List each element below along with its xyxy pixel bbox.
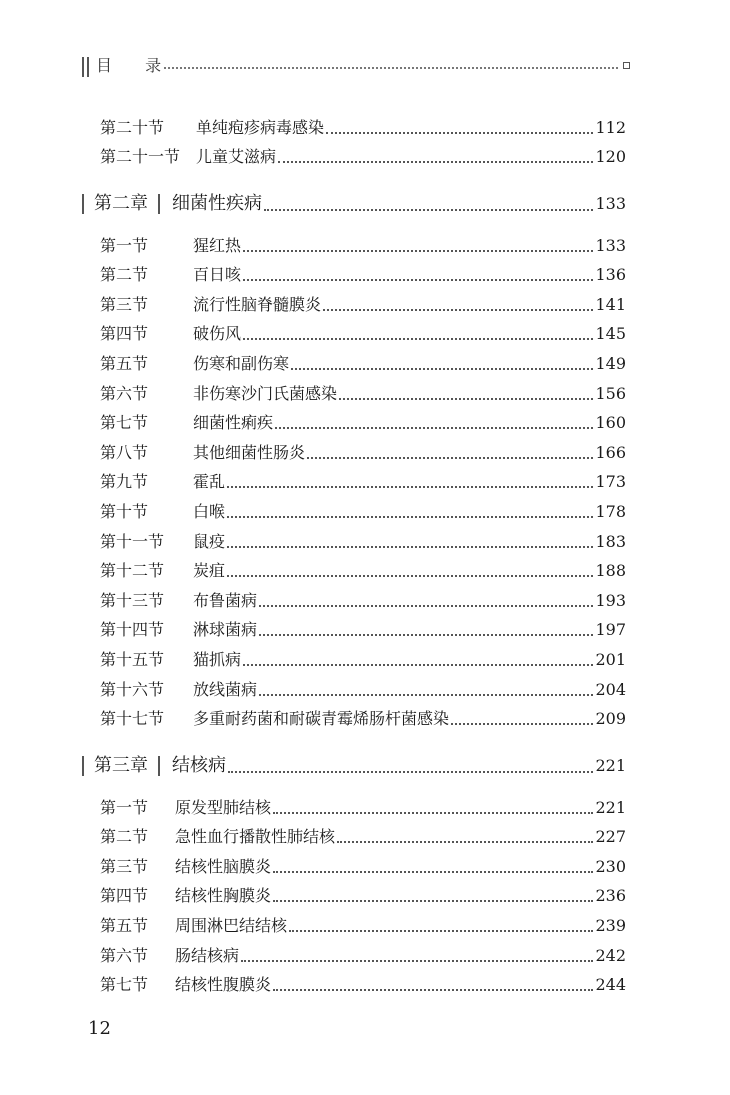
section-title: 放线菌病 [193, 679, 258, 699]
running-header [82, 55, 630, 79]
section-title: 流行性脑脊髓膜炎 [193, 294, 322, 314]
section-number: 第一节 [100, 797, 149, 817]
section-page: 156 [595, 383, 626, 403]
section-page: 204 [595, 679, 626, 699]
section-number: 第二十节 [100, 117, 165, 137]
page-number: 12 [88, 1018, 111, 1039]
chapter-heading[interactable] [82, 190, 626, 216]
section-page: 193 [595, 590, 626, 610]
section-page: 201 [595, 649, 626, 669]
toc-entry[interactable] [100, 433, 626, 463]
toc-entry[interactable] [100, 906, 626, 936]
dot-leader [243, 338, 593, 340]
section-title: 炭疽 [193, 561, 226, 581]
chapter-heading[interactable] [82, 752, 626, 778]
section-page: 112 [595, 117, 626, 137]
header-end-mark [623, 62, 630, 69]
toc-entry[interactable] [100, 847, 626, 877]
dot-leader [273, 900, 593, 902]
dot-leader [259, 634, 593, 636]
section-number: 第十五节 [100, 649, 165, 669]
header-bar [82, 57, 84, 77]
dot-leader [227, 516, 593, 518]
section-page: 242 [595, 945, 626, 965]
toc-entry[interactable] [100, 640, 626, 670]
chapter-bar [158, 756, 160, 776]
section-page: 244 [595, 975, 626, 995]
section-number: 第十七节 [100, 709, 165, 729]
chapter-bar [82, 194, 84, 214]
section-title: 其他细菌性肠炎 [193, 442, 306, 462]
section-page: 183 [595, 531, 626, 551]
chapter-bar [82, 756, 84, 776]
section-title: 猩红热 [193, 235, 242, 255]
dot-leader [278, 161, 593, 163]
toc-entry[interactable] [100, 611, 626, 641]
section-page: 149 [595, 353, 626, 373]
section-page: 141 [595, 294, 626, 314]
section-page: 166 [595, 442, 626, 462]
section-page: 209 [595, 709, 626, 729]
toc-section-list [100, 788, 626, 995]
section-page: 145 [595, 324, 626, 344]
section-title: 急性血行播散性肺结核 [175, 827, 336, 847]
section-page: 230 [595, 856, 626, 876]
dot-leader [451, 723, 593, 725]
dot-leader [243, 279, 593, 281]
chapter-number: 第二章 [94, 193, 148, 214]
section-number: 第七节 [100, 413, 149, 433]
dot-leader [273, 989, 593, 991]
section-page: 120 [595, 147, 626, 167]
section-number: 第二节 [100, 827, 149, 847]
section-page: 227 [595, 827, 626, 847]
toc-section-list [100, 226, 626, 729]
section-number: 第六节 [100, 945, 149, 965]
toc-entry[interactable] [100, 788, 626, 818]
section-title: 儿童艾滋病 [196, 147, 277, 167]
toc-entry[interactable] [100, 552, 626, 582]
dot-leader [243, 664, 593, 666]
toc-entry[interactable] [100, 463, 626, 493]
toc-entry[interactable] [100, 138, 626, 168]
section-title: 原发型肺结核 [175, 797, 272, 817]
dot-leader [243, 250, 593, 252]
toc-entry[interactable] [100, 492, 626, 522]
section-title: 结核性脑膜炎 [175, 856, 272, 876]
toc-entry[interactable] [100, 374, 626, 404]
dot-leader [289, 930, 593, 932]
section-number: 第十节 [100, 501, 149, 521]
section-title: 周围淋巴结结核 [175, 915, 288, 935]
chapter-title: 结核病 [172, 755, 226, 776]
section-title: 肠结核病 [175, 945, 240, 965]
section-page: 221 [595, 797, 626, 817]
dot-leader [264, 209, 593, 211]
dot-leader [259, 694, 593, 696]
toc-entry[interactable] [100, 315, 626, 345]
section-page: 236 [595, 886, 626, 906]
section-page: 173 [595, 472, 626, 492]
section-title: 结核性腹膜炎 [175, 975, 272, 995]
section-title: 伤寒和副伤寒 [193, 353, 290, 373]
section-title: 细菌性痢疾 [193, 413, 274, 433]
section-number: 第六节 [100, 383, 149, 403]
section-number: 第十六节 [100, 679, 165, 699]
dot-leader [307, 457, 593, 459]
header-title: 目 录 [96, 56, 176, 75]
toc-entry[interactable] [100, 522, 626, 552]
section-number: 第十二节 [100, 561, 165, 581]
chapter-number: 第三章 [94, 755, 148, 776]
section-number: 第三节 [100, 294, 149, 314]
section-page: 136 [595, 265, 626, 285]
section-number: 第三节 [100, 856, 149, 876]
toc-entry[interactable] [100, 877, 626, 907]
section-number: 第七节 [100, 975, 149, 995]
section-page: 239 [595, 915, 626, 935]
section-number: 第二节 [100, 265, 149, 285]
toc-entry[interactable] [100, 818, 626, 848]
dot-leader [273, 871, 593, 873]
section-title: 多重耐药菌和耐碳青霉烯肠杆菌感染 [193, 709, 450, 729]
section-page: 133 [595, 235, 626, 255]
section-title: 淋球菌病 [193, 620, 258, 640]
toc-entry[interactable] [100, 936, 626, 966]
header-bar [87, 57, 89, 77]
section-number: 第二十一节 [100, 147, 181, 167]
section-number: 第四节 [100, 324, 149, 344]
toc-entry[interactable] [100, 581, 626, 611]
section-page: 188 [595, 561, 626, 581]
dot-leader [227, 486, 593, 488]
toc-entry[interactable] [100, 670, 626, 700]
section-number: 第一节 [100, 235, 149, 255]
dot-leader [228, 771, 593, 773]
dot-leader [227, 575, 593, 577]
dot-leader [291, 368, 593, 370]
toc-entry[interactable] [100, 700, 626, 730]
chapter-bar [158, 194, 160, 214]
toc-entry[interactable] [100, 256, 626, 286]
toc-section-list [100, 108, 626, 167]
section-title: 猫抓病 [193, 649, 242, 669]
dot-leader [259, 605, 593, 607]
section-title: 鼠疫 [193, 531, 226, 551]
dot-leader [275, 427, 593, 429]
toc-entry[interactable] [100, 344, 626, 374]
dot-leader [241, 960, 593, 962]
section-page: 197 [595, 620, 626, 640]
header-dotted-rule [164, 67, 618, 69]
dot-leader [323, 309, 593, 311]
toc-entry[interactable] [100, 108, 626, 138]
dot-leader [326, 132, 593, 134]
section-number: 第五节 [100, 353, 149, 373]
section-title: 单纯疱疹病毒感染 [196, 117, 325, 137]
section-title: 结核性胸膜炎 [175, 886, 272, 906]
chapter-page: 133 [595, 194, 626, 213]
chapter-page: 221 [595, 756, 626, 775]
toc-entry[interactable] [100, 226, 626, 256]
section-title: 霍乱 [193, 472, 226, 492]
section-number: 第五节 [100, 915, 149, 935]
section-title: 破伤风 [193, 324, 242, 344]
toc-entry[interactable] [100, 285, 626, 315]
toc-entry[interactable] [100, 404, 626, 434]
section-title: 非伤寒沙门氏菌感染 [193, 383, 338, 403]
dot-leader [337, 841, 593, 843]
section-number: 第十三节 [100, 590, 165, 610]
section-title: 百日咳 [193, 265, 242, 285]
section-page: 178 [595, 501, 626, 521]
section-page: 160 [595, 413, 626, 433]
dot-leader [227, 546, 593, 548]
section-number: 第九节 [100, 472, 149, 492]
dot-leader [339, 398, 593, 400]
chapter-title: 细菌性疾病 [172, 193, 262, 214]
toc-entry[interactable] [100, 966, 626, 996]
section-title: 白喉 [193, 501, 226, 521]
section-number: 第四节 [100, 886, 149, 906]
dot-leader [273, 812, 593, 814]
section-number: 第十一节 [100, 531, 165, 551]
section-number: 第八节 [100, 442, 149, 462]
section-title: 布鲁菌病 [193, 590, 258, 610]
section-number: 第十四节 [100, 620, 165, 640]
